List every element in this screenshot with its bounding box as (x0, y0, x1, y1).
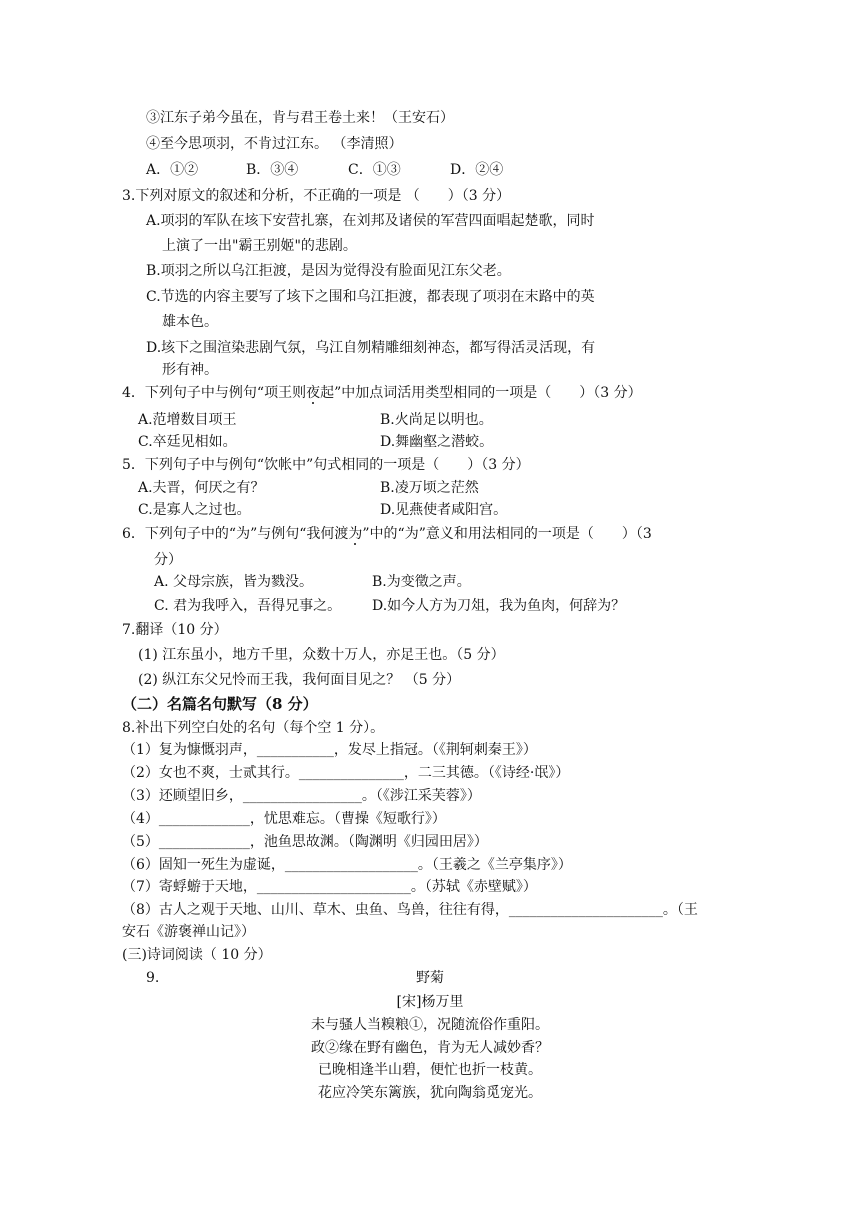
poem-line-4: 花应冷笑东篱族，犹向陶翁觅宠光。 (318, 1085, 542, 1101)
q7-item-1: (1) 江东虽小，地方千里，众数十万人，亦足王也。（5 分） (138, 647, 505, 663)
q8-item-1: （1）复为慷慨羽声，___________，发尽上指冠。（《荆轲刺秦王》） (122, 742, 537, 758)
option-b: B．③④ (246, 162, 299, 178)
q5-option-a: A.夫晋，何厌之有？ (138, 480, 265, 496)
question-7: 7.翻译（10 分） (122, 622, 228, 638)
q4-option-a: A.范增数目项王 (138, 412, 237, 428)
q4-option-b: B.火尚足以明也。 (380, 412, 493, 428)
q7-item-2: (2) 纵江东父兄怜而王我，我何面目见之？ （5 分） (138, 672, 461, 688)
question-9: 9. (146, 970, 160, 986)
choice-item-4: ④至今思项羽，不肯过江东。 （李清照） (146, 136, 403, 152)
q8-item-7: （7）寄蜉蝣于天地，______________________。（苏轼《赤壁赋》） (122, 879, 537, 895)
q5-option-c: C.是寡人之过也。 (138, 502, 251, 518)
question-4: 4．下列句子中与例句“项王则夜起”中加点词活用类型相同的一项是（ ）（3 分） (122, 385, 642, 401)
question-8: 8.补出下列空白处的名句（每个空 1 分）。 (122, 720, 385, 736)
q8-item-4: （4）_____________，忧思难忘。（曹操《短歌行》） (122, 811, 446, 827)
q5-option-b: B.凌万顷之茫然 (380, 480, 479, 496)
option-a: A．①② (146, 162, 199, 178)
poem-line-3: 已晚相逢半山碧，便忙也折一枝黄。 (318, 1062, 542, 1078)
question-5: 5．下列句子中与例句“饮帐中”句式相同的一项是（ ）（3 分） (122, 457, 530, 473)
q8-item-2: （2）女也不爽，士贰其行。_______________，二三其德。（《诗经·氓》） (122, 765, 570, 781)
q3-option-d-cont: 形有神。 (162, 362, 218, 378)
q6-option-d: D.如今人方为刀俎，我为鱼肉，何辞为？ (372, 598, 626, 614)
q5-option-d: D.见燕使者咸阳宫。 (380, 502, 508, 518)
q3-option-a-cont: 上演了一出"霸王别姬"的悲剧。 (162, 238, 357, 254)
q8-item-3: （3）还顾望旧乡，_________________。（《涉江采芙蓉》） (122, 788, 481, 804)
poem-line-1: 未与骚人当糗粮①，况随流俗作重阳。 (311, 1017, 549, 1033)
q8-item-8-cont: 安石《游褒禅山记》） (122, 924, 255, 940)
emphasis-dot-char: 为 (348, 526, 363, 542)
emphasis-dot-char: 夜 (306, 385, 321, 401)
poem-line-2: 政②缘在野有幽色，肯为无人减妙香？ (311, 1040, 549, 1056)
q4-option-c: C.卒廷见相如。 (138, 434, 237, 450)
q8-item-6: （6）固知一死生为虚诞，___________________。（王羲之《兰亭集序》） (122, 857, 572, 873)
q6-option-a: A. 父母宗族，皆为戮没。 (154, 574, 314, 590)
q3-option-c: C.节选的内容主要写了垓下之围和乌江拒渡，都表现了项羽在末路中的英 (146, 289, 595, 305)
q8-item-8: （8）古人之观于天地、山川、草木、虫鱼、鸟兽，往往有得，______________________。（王 (122, 902, 698, 918)
poem-title: 野菊 (416, 970, 444, 986)
q4-option-d: D.舞幽壑之潜蛟。 (380, 434, 494, 450)
option-d: D．②④ (450, 162, 504, 178)
section-heading-3: (三)诗词阅读（ 10 分） (122, 947, 272, 963)
q3-option-b: B.项羽之所以乌江拒渡，是因为觉得没有脸面见江东父老。 (146, 263, 511, 279)
q6-option-b: B.为变徵之声。 (372, 574, 471, 590)
question-6-cont: 分） (154, 552, 182, 568)
poem-author: [宋]杨万里 (396, 994, 464, 1010)
option-c: C．①③ (348, 162, 401, 178)
q8-item-5: （5）_____________，池鱼思故渊。（陶渊明《归园田居》） (122, 834, 488, 850)
choice-item-3: ③江东子弟今虽在，肯与君王卷土来！（王安石） (146, 110, 454, 126)
section-heading-2: （二）名篇名句默写（8 分） (122, 695, 318, 713)
q3-option-a: A.项羽的军队在垓下安营扎寨，在刘邦及诸侯的军营四面唱起楚歌，同时 (146, 213, 595, 229)
q6-option-c: C. 君为我呼入，吾得兄事之。 (154, 598, 342, 614)
question-3: 3.下列对原文的叙述和分析，不正确的一项是 （ ）（3 分） (122, 188, 511, 204)
question-6: 6．下列句子中的“为”与例句“我何渡为”中的“为”意义和用法相同的一项是（ ）（3 (122, 526, 652, 542)
q3-option-c-cont: 雄本色。 (162, 314, 218, 330)
q3-option-d: D.垓下之围渲染悲剧气氛，乌江自刎精雕细刻神态，都写得活灵活现，有 (146, 340, 596, 356)
